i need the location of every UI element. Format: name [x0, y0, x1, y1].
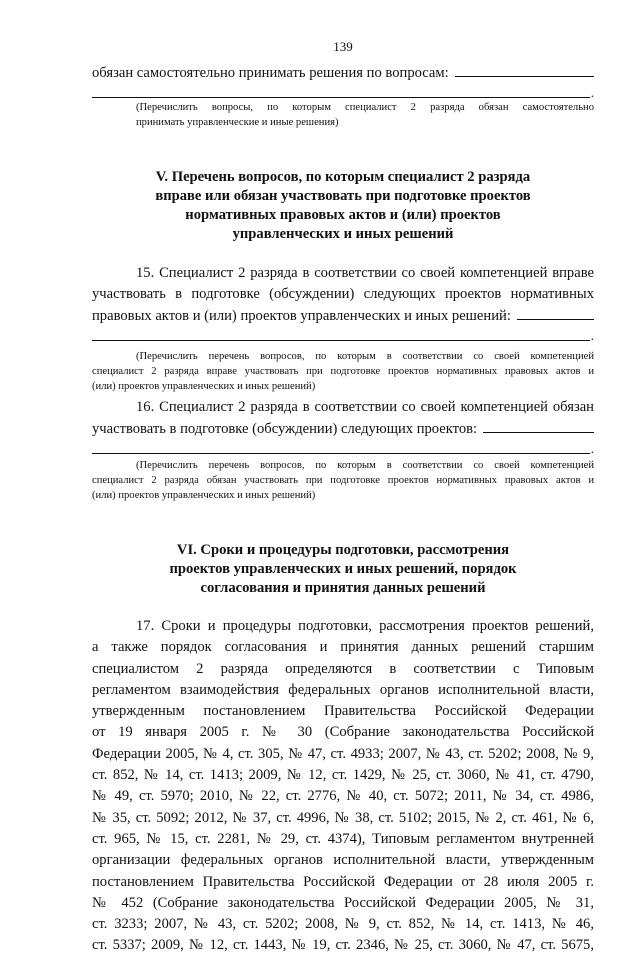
note-line: специалист 2 разряда обязан участвовать при подготовке проектов нормативных правовых актов и: [92, 475, 594, 486]
intro-line: [92, 62, 594, 84]
note-line: (или) проектов управленческих и иных решений): [92, 490, 316, 501]
fill-in-rule: .: [92, 327, 594, 341]
fill-in-rule: .: [92, 84, 594, 98]
section-5-heading: [92, 168, 594, 244]
note-line: (Перечислить перечень вопросов, по которым в соответствии со своей компетенцией: [136, 460, 594, 471]
paragraph-line: 15. Специалист 2 разряда в соответствии со своей компетенцией вправе: [136, 265, 594, 281]
paragraph-line: ст. 5337; 2009, № 12, ст. 1443, № 19, ст. 2346, № 25, ст. 3060, № 47, ст. 5675,: [92, 937, 594, 954]
heading-line: нормативных правовых актов и (или) проектов: [185, 207, 501, 223]
paragraph-line: правовых актов и (или) проектов управленческих и иных решений:: [92, 308, 511, 324]
paragraph-line: № 49, ст. 5970; 2010, № 22, ст. 2776, № 40, ст. 5072; 2011, № 34, ст. 4986,: [92, 788, 594, 805]
paragraph-15: [92, 263, 594, 327]
paragraph-line: ст. 965, № 15, ст. 2281, № 29, ст. 4374), Типовым регламентом внутренней: [92, 830, 594, 847]
paragraph-line: утвержденным постановлением Правительства Российской Федерации: [92, 703, 594, 720]
heading-line: управленческих и иных решений: [232, 226, 454, 242]
paragraph-line: ст. 852, № 14, ст. 1413; 2009, № 12, ст. 1429, № 25, ст. 3060, № 41, ст. 4790,: [92, 767, 594, 784]
heading-line: проектов управленческих и иных решений, порядок: [169, 561, 517, 577]
paragraph-line-with-blank: [92, 305, 594, 327]
section-6-heading: [92, 541, 594, 598]
paragraph-line: от 19 января 2005 г. № 30 (Собрание законодательства Российской: [92, 724, 594, 741]
heading-line: согласования и принятия данных решений: [200, 580, 486, 596]
paragraph-line: постановлением Правительства Российской Федерации от 28 июля 2005 г.: [92, 873, 594, 890]
page-number: 139: [333, 39, 353, 54]
heading-line: V. Перечень вопросов, по которым специалист 2 разряда: [155, 169, 531, 185]
paragraph-line: 17. Сроки и процедуры подготовки, рассмотрения проектов решений,: [136, 618, 594, 634]
paragraph-17: [92, 616, 594, 957]
paragraph-line: № 452 (Собрание законодательства Российской Федерации 2005, № 31,: [92, 894, 594, 911]
note-line: принимать управленческие и иные решения): [136, 117, 339, 128]
paragraph-line: ст. 3233; 2007, № 43, ст. 5202; 2008, № 9, ст. 852, № 14, ст. 1413, № 46,: [92, 916, 594, 933]
note-line: (Перечислить перечень вопросов, по которым в соответствии со своей компетенцией: [136, 351, 594, 362]
paragraph-line: 16. Специалист 2 разряда в соответствии со своей компетенцией обязан: [136, 399, 594, 415]
note-16: [92, 458, 594, 503]
note-15: [92, 349, 594, 394]
intro-note: [92, 100, 594, 130]
note-line: (или) проектов управленческих и иных решений): [92, 381, 316, 392]
note-line: специалист 2 разряда вправе участвовать при подготовке проектов нормативных правовых актов и: [92, 366, 594, 377]
paragraph-line: Федерации 2005, № 4, ст. 305, № 47, ст. 4933; 2007, № 43, ст. 5202; 2008, № 9,: [92, 745, 594, 762]
heading-line: VI. Сроки и процедуры подготовки, рассмотрения: [176, 542, 510, 558]
fill-in-blank: [483, 418, 594, 433]
note-line: (Перечислить вопросы, по которым специалист 2 разряда обязан самостоятельно: [136, 102, 594, 113]
paragraph-line: регламентом взаимодействия федеральных органов исполнительной власти,: [92, 681, 594, 698]
heading-line: вправе или обязан участвовать при подготовке проектов: [155, 188, 531, 204]
paragraph-line: № 35, ст. 5092; 2012, № 37, ст. 4996, № 38, ст. 5102; 2015, № 2, ст. 461, № 6,: [92, 809, 594, 826]
intro-text: обязан самостоятельно принимать решения по вопросам:: [92, 65, 449, 81]
fill-in-blank: [517, 305, 594, 320]
paragraph-line: организации федеральных органов исполнительной власти, утвержденным: [92, 852, 594, 869]
paragraph-16: [92, 397, 594, 440]
paragraph-line: участвовать в подготовке (обсуждении) следующих проектов нормативных: [92, 286, 594, 302]
paragraph-line-with-blank: [92, 418, 594, 440]
fill-in-blank: [455, 62, 594, 77]
paragraph-line: специалистом 2 разряда определяются в соответствии с Типовым: [92, 660, 594, 677]
fill-in-rule: .: [92, 440, 594, 454]
paragraph-line: участвовать в подготовке (обсуждении) следующих проектов:: [92, 421, 478, 437]
paragraph-line: а также порядок согласования и принятия данных решений старшим: [92, 639, 594, 656]
